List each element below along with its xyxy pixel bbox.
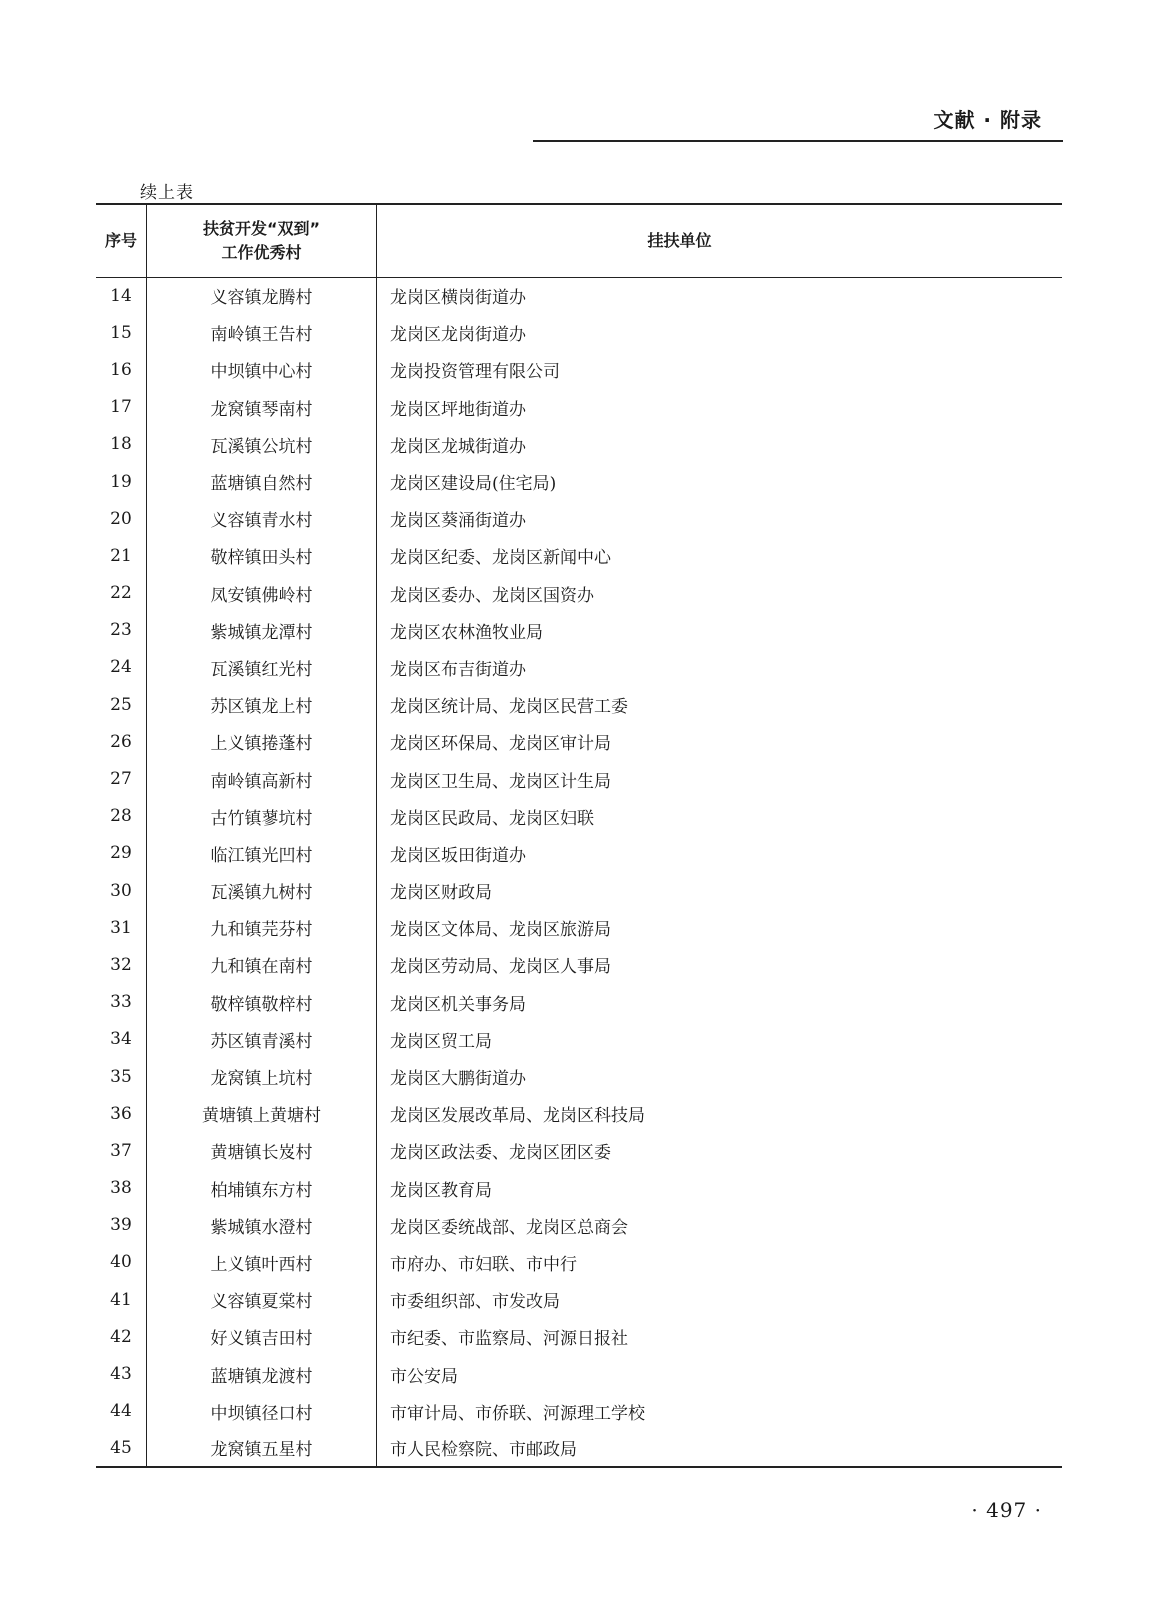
header-village [147, 204, 377, 277]
row-number: 35 [96, 1058, 147, 1095]
table-row [96, 1021, 1062, 1058]
row-village: 苏区镇龙上村 [147, 686, 377, 723]
row-unit: 龙岗区统计局、龙岗区民营工委 [390, 697, 628, 718]
row-village: 临江镇光凹村 [147, 835, 377, 872]
row-number: 14 [96, 277, 147, 314]
row-unit: 龙岗区建设局(住宅局) [390, 474, 557, 495]
row-village: 南岭镇高新村 [147, 760, 377, 797]
table-row [96, 463, 1062, 500]
header-unit: 挂扶单位 [377, 204, 1063, 277]
table-row [96, 1058, 1062, 1095]
row-village: 南岭镇王告村 [147, 314, 377, 351]
row-number: 20 [96, 500, 147, 537]
row-number: 41 [96, 1281, 147, 1318]
table-row [96, 872, 1062, 909]
row-village: 蓝塘镇龙渡村 [147, 1355, 377, 1392]
row-number: 21 [96, 537, 147, 574]
row-number: 18 [96, 426, 147, 463]
row-number: 25 [96, 686, 147, 723]
row-village: 蓝塘镇自然村 [147, 463, 377, 500]
row-number: 39 [96, 1207, 147, 1244]
table-row [96, 946, 1062, 983]
row-village: 九和镇在南村 [147, 946, 377, 983]
row-number: 45 [96, 1430, 147, 1467]
table-row [96, 984, 1062, 1021]
row-unit: 龙岗区坪地街道办 [390, 399, 526, 420]
row-village: 龙窝镇五星村 [147, 1430, 377, 1467]
header-village-line2: 工作优秀村 [221, 242, 302, 262]
table-row [96, 835, 1062, 872]
row-unit: 龙岗区布吉街道办 [390, 659, 526, 680]
row-unit: 龙岗区教育局 [390, 1180, 492, 1201]
row-number: 29 [96, 835, 147, 872]
row-unit: 龙岗区发展改革局、龙岗区科技局 [390, 1106, 645, 1127]
table-row [96, 1095, 1062, 1132]
row-number: 16 [96, 351, 147, 388]
row-village: 龙窝镇上坑村 [147, 1058, 377, 1095]
data-table [96, 203, 1062, 1468]
row-village: 紫城镇水澄村 [147, 1207, 377, 1244]
table-header-row [96, 204, 1062, 277]
row-village: 瓦溪镇九树村 [147, 872, 377, 909]
row-unit: 龙岗区卫生局、龙岗区计生局 [390, 771, 611, 792]
row-village: 中坝镇中心村 [147, 351, 377, 388]
row-village: 敬梓镇田头村 [147, 537, 377, 574]
table-row [96, 760, 1062, 797]
table-row [96, 1393, 1062, 1430]
row-unit: 龙岗区葵涌街道办 [390, 511, 526, 532]
row-unit: 龙岗区环保局、龙岗区审计局 [390, 734, 611, 755]
table-row [96, 500, 1062, 537]
row-number: 19 [96, 463, 147, 500]
row-number: 42 [96, 1318, 147, 1355]
row-unit: 龙岗区农林渔牧业局 [390, 622, 543, 643]
row-village: 上义镇叶西村 [147, 1244, 377, 1281]
row-village: 瓦溪镇红光村 [147, 649, 377, 686]
page-number: · 497 · [971, 1498, 1042, 1522]
row-number: 24 [96, 649, 147, 686]
row-unit: 龙岗区委统战部、龙岗区总商会 [390, 1217, 628, 1238]
table-row [96, 1281, 1062, 1318]
row-unit: 龙岗区龙岗街道办 [390, 325, 526, 346]
header-rule [533, 140, 1063, 142]
row-village: 敬梓镇敬梓村 [147, 984, 377, 1021]
row-unit: 龙岗区龙城街道办 [390, 436, 526, 457]
table-row [96, 1170, 1062, 1207]
row-village: 黄塘镇上黄塘村 [147, 1095, 377, 1132]
row-unit: 龙岗区文体局、龙岗区旅游局 [390, 920, 611, 941]
table-row [96, 686, 1062, 723]
row-number: 44 [96, 1393, 147, 1430]
table-row [96, 1244, 1062, 1281]
row-unit: 龙岗区政法委、龙岗区团区委 [390, 1143, 611, 1164]
row-village: 中坝镇径口村 [147, 1393, 377, 1430]
running-header: 文献 · 附录 [933, 108, 1042, 132]
row-unit: 龙岗区纪委、龙岗区新闻中心 [390, 548, 611, 569]
row-village: 好义镇吉田村 [147, 1318, 377, 1355]
table-row [96, 1132, 1062, 1169]
table-row [96, 649, 1062, 686]
row-unit: 市公安局 [390, 1366, 458, 1387]
table-row [96, 909, 1062, 946]
row-village: 义容镇夏棠村 [147, 1281, 377, 1318]
row-number: 40 [96, 1244, 147, 1281]
row-unit: 市纪委、市监察局、河源日报社 [390, 1329, 628, 1350]
row-number: 27 [96, 760, 147, 797]
row-number: 37 [96, 1132, 147, 1169]
row-number: 26 [96, 723, 147, 760]
table-row [96, 1430, 1062, 1467]
row-unit: 龙岗区民政局、龙岗区妇联 [390, 808, 594, 829]
row-unit: 龙岗投资管理有限公司 [390, 362, 560, 383]
row-village: 柏埔镇东方村 [147, 1170, 377, 1207]
table-row [96, 723, 1062, 760]
row-number: 34 [96, 1021, 147, 1058]
row-unit: 龙岗区劳动局、龙岗区人事局 [390, 957, 611, 978]
table-row [96, 314, 1062, 351]
row-village: 古竹镇蓼坑村 [147, 798, 377, 835]
table-row [96, 1207, 1062, 1244]
header-no: 序号 [96, 204, 147, 277]
row-number: 30 [96, 872, 147, 909]
row-number: 38 [96, 1170, 147, 1207]
table-row [96, 351, 1062, 388]
row-number: 36 [96, 1095, 147, 1132]
row-village: 苏区镇青溪村 [147, 1021, 377, 1058]
row-unit: 龙岗区财政局 [390, 883, 492, 904]
table-row [96, 575, 1062, 612]
row-number: 23 [96, 612, 147, 649]
table-row [96, 537, 1062, 574]
row-unit: 龙岗区委办、龙岗区国资办 [390, 585, 594, 606]
row-unit: 市委组织部、市发改局 [390, 1292, 560, 1313]
table-row [96, 426, 1062, 463]
row-village: 瓦溪镇公坑村 [147, 426, 377, 463]
row-village: 紫城镇龙潭村 [147, 612, 377, 649]
row-village: 九和镇芫芬村 [147, 909, 377, 946]
row-unit: 龙岗区机关事务局 [390, 994, 526, 1015]
row-unit: 龙岗区贸工局 [390, 1031, 492, 1052]
table-row [96, 612, 1062, 649]
row-number: 17 [96, 389, 147, 426]
row-number: 15 [96, 314, 147, 351]
row-village: 义容镇青水村 [147, 500, 377, 537]
row-village: 上义镇捲蓬村 [147, 723, 377, 760]
header-village-line1: 扶贫开发“双到” [202, 218, 321, 238]
continued-label: 续上表 [140, 183, 194, 203]
row-village: 凤安镇佛岭村 [147, 575, 377, 612]
row-unit: 龙岗区横岗街道办 [390, 288, 526, 309]
row-unit: 市府办、市妇联、市中行 [390, 1254, 577, 1275]
row-number: 22 [96, 575, 147, 612]
row-village: 义容镇龙腾村 [147, 277, 377, 314]
row-number: 33 [96, 984, 147, 1021]
table-row [96, 798, 1062, 835]
row-unit: 市审计局、市侨联、河源理工学校 [390, 1403, 645, 1424]
row-number: 43 [96, 1355, 147, 1392]
table-row [96, 1355, 1062, 1392]
row-number: 28 [96, 798, 147, 835]
table-row [96, 1318, 1062, 1355]
row-number: 31 [96, 909, 147, 946]
table-row [96, 389, 1062, 426]
row-village: 龙窝镇琴南村 [147, 389, 377, 426]
table-row [96, 277, 1062, 314]
row-unit: 龙岗区坂田街道办 [390, 845, 526, 866]
row-unit: 龙岗区大鹏街道办 [390, 1069, 526, 1090]
row-number: 32 [96, 946, 147, 983]
row-village: 黄塘镇长岌村 [147, 1132, 377, 1169]
row-unit: 市人民检察院、市邮政局 [377, 1430, 1063, 1467]
table-body [96, 277, 1062, 1467]
